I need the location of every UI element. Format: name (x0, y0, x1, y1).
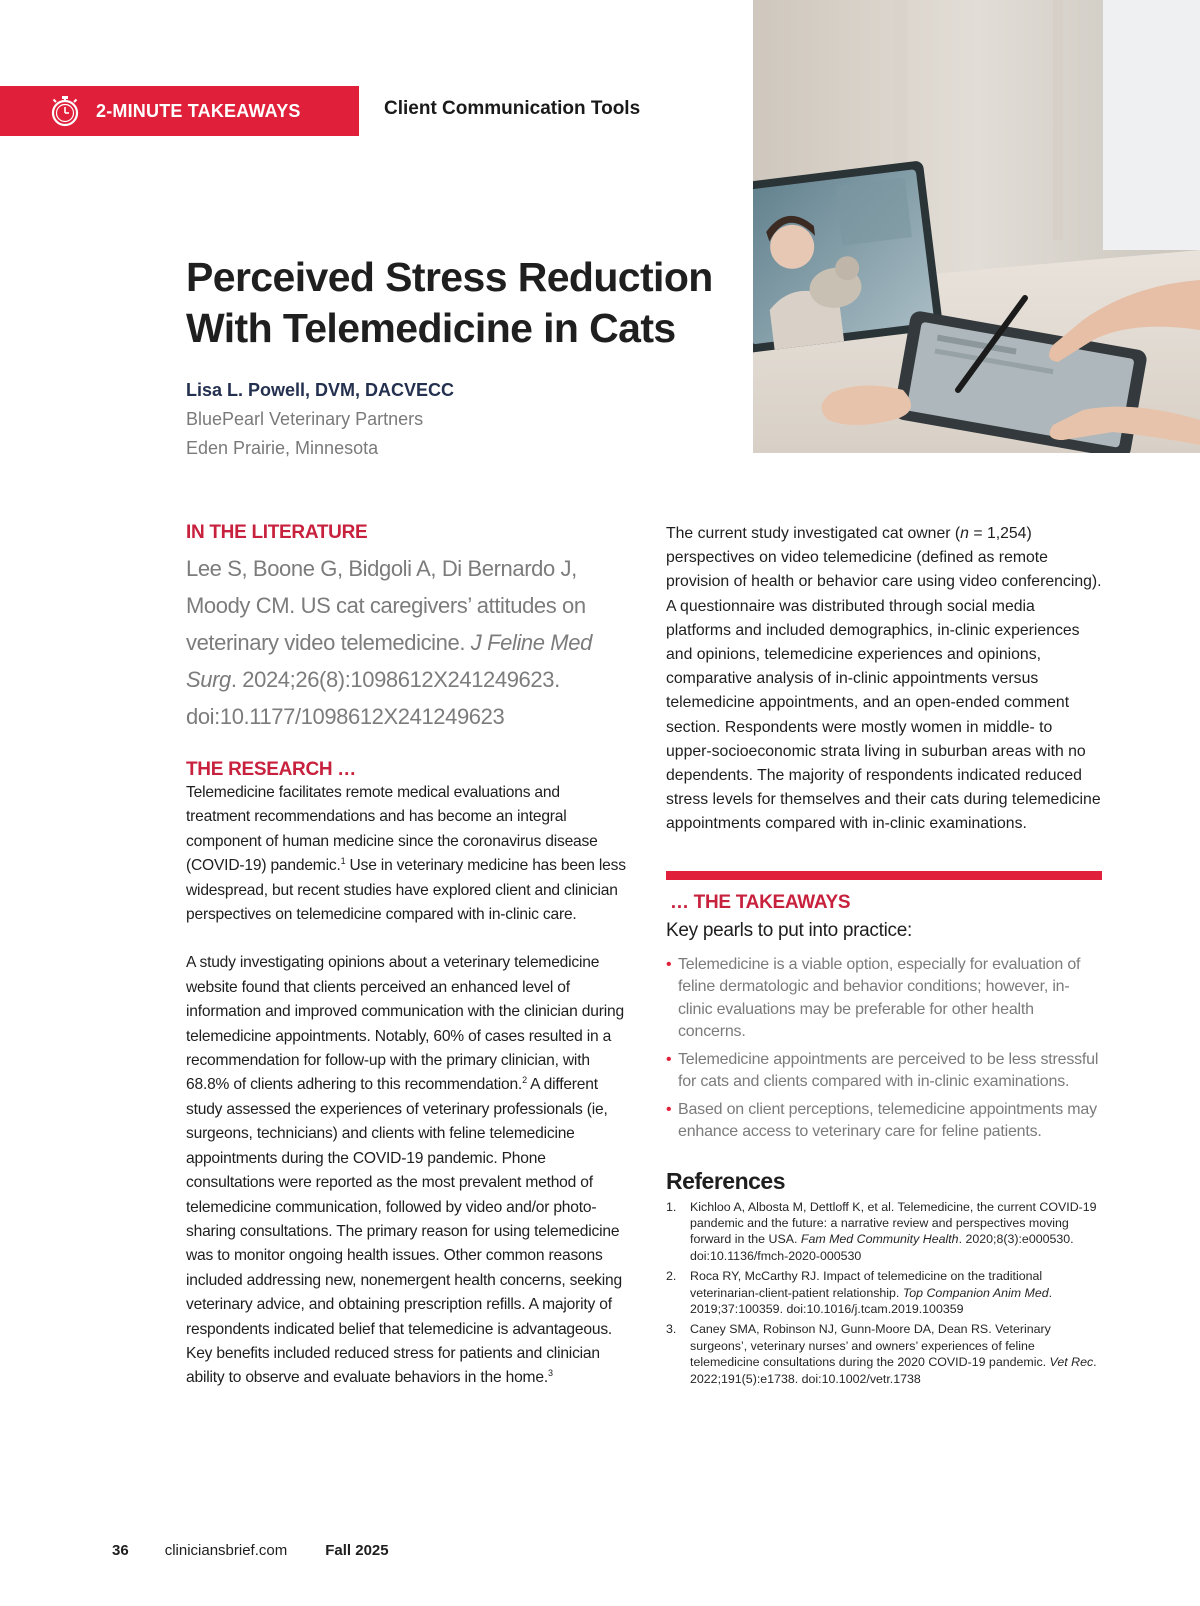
footnote-3: 3 (547, 1368, 553, 1379)
reference-text: Caney SMA, Robinson NJ, Gunn-Moore DA, Dean RS. Veterinary surgeons’, veterinary nurses’ and owners’ experiences of feline telemedicine consultations during the 2020 COVID-19 pandemic. (690, 1322, 1051, 1370)
author-name: Lisa L. Powell, DVM, DACVECC (186, 380, 455, 400)
list-item (666, 1268, 1102, 1317)
citation-details: . 2024;26(8):1098612X241249623. doi:10.1177/1098612X241249623 (186, 667, 560, 729)
takeaways-list (666, 954, 1102, 1144)
takeaway-text: Telemedicine is a viable option, especially for evaluation of feline dermatologic and behavior conditions; however, in-clinic evaluations may be preferable for other health concerns. (678, 955, 1081, 1041)
research-heading: THE RESEARCH … (186, 759, 356, 780)
references-heading: References (666, 1167, 786, 1194)
reference-number: 3. (666, 1322, 677, 1337)
takeaway-text: Telemedicine appointments are perceived to be less stressful for cats and clients compared with in-clinic examinations. (678, 1050, 1099, 1091)
citation-journal: J Feline Med Surg (186, 630, 592, 692)
citation-authors-title: Lee S, Boone G, Bidgoli A, Di Bernardo J, Moody CM. US cat caregivers’ attitudes on veterinary video telemedicine. (186, 556, 586, 655)
reference-text: Roca RY, McCarthy RJ. Impact of telemedicine on the traditional veterinarian-client-patient relationship. (690, 1269, 1043, 1300)
reference-journal: Vet Rec (1049, 1355, 1094, 1370)
affiliation-organization: BluePearl Veterinary Partners (186, 409, 424, 429)
left-column (186, 522, 626, 1391)
page-number: 36 (112, 1542, 129, 1559)
research-p1-text: Telemedicine facilitates remote medical evaluations and treatment recommendations and has become an integral component of human medicine since the coronavirus disease (COVID-19) pandemic. (186, 784, 598, 875)
list-item (666, 1321, 1102, 1387)
reference-details: . 2019;37:100359. doi:10.1016/j.tcam.2019.100359 (690, 1285, 1053, 1317)
bullet-icon: • (666, 955, 672, 973)
article-title (186, 252, 746, 354)
site-link[interactable]: cliniciansbrief.com (164, 1542, 288, 1559)
reference-journal: Top Companion Anim Med (902, 1285, 1049, 1300)
banner-label: 2-MINUTE TAKEAWAYS (96, 100, 301, 121)
bullet-icon: • (666, 1100, 672, 1118)
reference-details: . 2020;8(3):e000530. doi:10.1136/fmch-2020-000530 (690, 1232, 1074, 1263)
list-item (666, 954, 1102, 1044)
title-line-1: Perceived Stress Reduction (186, 254, 713, 300)
takeaways-divider (666, 871, 1102, 880)
research-p2-text-cont: A different study assessed the experiences of veterinary professionals (ie, surgeons, technicians) and clients with feline telemedicine appointments during the COVID-19 pandemic. Phone consultations were reported as the most prevalent method of telemedicine communication, followed by video and/or photo-sharing consultations. The primary reason for using telemedicine was to monitor ongoing health issues. Other common reasons included addressing new, nonemergent health concerns, seeking veterinary advice, and obtaining prescription refills. A majority of respondents indicated belief that telemedicine is advantageous. Key benefits included reduced stress for patients and clinician ability to observe and evaluate behaviors in the home. (186, 1076, 622, 1387)
stopwatch-icon (48, 94, 82, 128)
takeaways-heading: … THE TAKEAWAYS (670, 891, 851, 913)
research-p1-text-cont: Use in veterinary medicine has been less widespread, but recent studies have explored client and clinician perspectives on telemedicine compared with in-clinic care. (186, 857, 626, 924)
list-item (666, 1199, 1102, 1265)
takeaway-text: Based on client perceptions, telemedicine appointments may enhance access to veterinary care for feline patients. (678, 1100, 1097, 1141)
reference-details: . 2022;191(5):e1738. doi:10.1002/vetr.1738 (690, 1355, 1097, 1386)
reference-journal: Fam Med Community Health (800, 1232, 959, 1247)
right-column (666, 522, 1102, 1391)
footnote-1: 1 (340, 856, 346, 867)
affiliation-location: Eden Prairie, Minnesota (186, 438, 379, 458)
title-line-2: With Telemedicine in Cats (186, 305, 676, 351)
telemedicine-photo (753, 0, 1200, 453)
reference-number: 1. (666, 1199, 677, 1214)
list-item (666, 1099, 1102, 1144)
sample-size-symbol: n (960, 525, 969, 542)
research-p3-text-cont: = 1,254) perspectives on video telemedicine (defined as remote provision of health or behavior care using video conferencing). A questionnaire was distributed through social media platforms and included demographics, in-clinic experiences and opinions, telemedicine experiences and opinions, comparative analysis of in-clinic appointments versus telemedicine appointments, and an open-ended comment section. Respondents were mostly women in middle- to upper-socioeconomic strata living in suburban areas with no dependents. The majority of respondents indicated reduced stress levels for themselves and their cats during telemedicine appointments compared with in-clinic examinations. (666, 525, 1102, 833)
research-paragraph-1 (186, 781, 626, 927)
footnote-2: 2 (522, 1075, 527, 1086)
research-p3-text: The current study investigated cat owner ( (666, 525, 961, 542)
issue-label: Fall 2025 (325, 1542, 389, 1559)
page-footer (112, 1542, 389, 1559)
research-paragraph-3 (666, 522, 1102, 837)
research-paragraph-2 (186, 951, 626, 1390)
section-name: Client Communication Tools (384, 98, 641, 119)
literature-citation (186, 550, 626, 735)
reference-number: 2. (666, 1269, 677, 1284)
list-item (666, 1049, 1102, 1094)
research-p2-text: A study investigating opinions about a veterinary telemedicine website found that clients perceived an enhanced level of information and improved communication with the clinician during telemedicine appointments. Notably, 60% of cases resulted in a recommendation for follow-up with the primary clinician, with 68.8% of clients adhering to this recommendation. (186, 954, 624, 1094)
section-banner (0, 86, 359, 136)
references-list (666, 1199, 1102, 1387)
literature-heading: IN THE LITERATURE (186, 522, 368, 543)
takeaways-subheading: Key pearls to put into practice: (666, 919, 912, 941)
reference-text: Kichloo A, Albosta M, Dettloff K, et al. Telemedicine, the current COVID-19 pandemic and the future: a narrative review and perspectives moving forward in the USA. (690, 1199, 1097, 1247)
bullet-icon: • (666, 1050, 672, 1068)
